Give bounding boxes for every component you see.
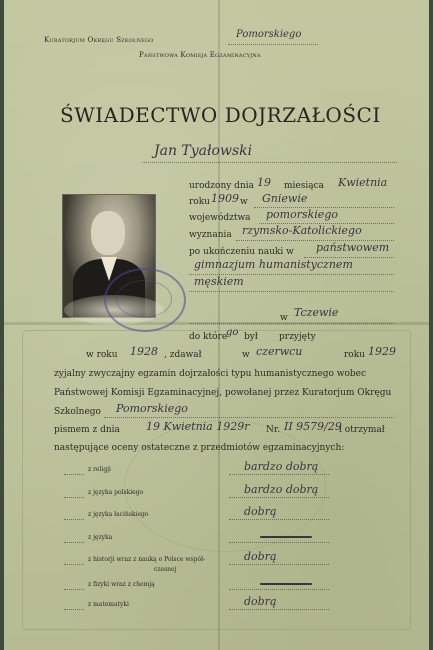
dotted-line xyxy=(229,609,329,610)
official-seal-inner xyxy=(116,280,172,318)
exam-year-label: roku xyxy=(344,350,365,360)
school-type-2: gimnazjum humanistycznem xyxy=(194,258,353,271)
grade-subject: z matematyki xyxy=(88,601,129,608)
grade-subject: z języka xyxy=(88,534,113,541)
after-label: po ukończeniu nauki w xyxy=(189,247,294,257)
exam-decision-date: 19 Kwietnia 1929r xyxy=(146,420,250,433)
grade-value: dobrą xyxy=(244,595,277,608)
birth-day: 19 xyxy=(257,176,271,189)
exam-month: czerwcu xyxy=(256,345,303,358)
commission-label: Państwowa Komisja Egzaminacyjna xyxy=(139,51,261,59)
dotted-line xyxy=(229,519,329,520)
exam-year-fragment: w roku xyxy=(86,350,118,360)
school-type-3: męskiem xyxy=(194,275,244,288)
grade-subject: z historji wraz z nauką o Polsce współ- xyxy=(88,556,206,563)
exam-line-3: Państwowej Komisji Egzaminacyjnej, powołanej przez Kuratorjum Okręgu xyxy=(54,388,392,398)
document-title: ŚWIADECTWO DOJRZAŁOŚCI xyxy=(60,103,381,127)
dotted-line xyxy=(229,474,329,475)
exam-line-2: zyjalny zwyczajny egzamin dojrzałości typu humanistycznego wobec xyxy=(54,369,366,379)
month-label: miesiąca xyxy=(284,181,325,191)
admitted-label-3: przyjęty xyxy=(279,332,316,342)
birth-year: 1909 xyxy=(211,192,239,205)
grade-value: dobrą xyxy=(244,505,277,518)
place-prefix: w xyxy=(240,197,248,207)
grade-subject-cont: czesnej xyxy=(154,566,177,573)
dotted-line xyxy=(229,589,329,590)
empty-grade-dash xyxy=(260,536,312,538)
dotted-line xyxy=(189,291,394,292)
dotted-line xyxy=(142,162,397,163)
grade-subject: z fizyki wraz z chemją xyxy=(88,581,155,588)
born-label: urodzony dnia xyxy=(189,181,254,191)
exam-nr: II 9579/29 xyxy=(284,420,342,433)
dotted-line xyxy=(64,474,84,475)
school-place-prefix: w xyxy=(280,313,288,323)
grade-subject: z języka łacińskiego xyxy=(88,511,149,518)
dotted-line xyxy=(64,564,84,565)
province-label: województwa xyxy=(189,213,251,223)
religion-label: wyznania xyxy=(189,230,232,240)
exam-line-6: następujące oceny ostateczne z przedmiotów egzaminacyjnych: xyxy=(54,443,345,453)
empty-grade-dash xyxy=(260,583,312,585)
dotted-line xyxy=(64,542,84,543)
dotted-line xyxy=(229,564,329,565)
exam-line-5-prefix: pismem z dnia xyxy=(54,425,120,435)
grade-subject: z religji xyxy=(88,466,111,473)
certificate-document xyxy=(4,0,429,650)
exam-line-4-prefix: Szkolnego xyxy=(54,407,101,417)
dotted-line xyxy=(229,497,329,498)
grade-subject: z języka polskiego xyxy=(88,489,144,496)
school-place: Tczewie xyxy=(294,306,339,319)
exam-line-4-hand: Pomorskiego xyxy=(116,402,188,415)
religion-value: rzymsko-Katolickiego xyxy=(242,224,362,237)
dotted-line xyxy=(64,589,84,590)
birth-month: Kwietnia xyxy=(338,176,388,189)
exam-line-5-suffix: i otrzymał xyxy=(339,425,385,435)
exam-year-fragment-hand: 1928 xyxy=(130,345,158,358)
photo-face xyxy=(91,211,125,255)
curatorium-region: Pomorskiego xyxy=(236,29,302,40)
admitted-hand: go xyxy=(226,327,239,338)
school-type-1: państwowem xyxy=(316,241,390,254)
curatorium-label: Kuratorjum Okręgu Szkolnego xyxy=(44,36,154,44)
dotted-line xyxy=(64,497,84,498)
exam-nr-label: Nr. xyxy=(266,425,281,435)
grade-value: bardzo dobrą xyxy=(244,460,319,473)
grade-value: dobrą xyxy=(244,550,277,563)
passed-label: , zdawał xyxy=(164,350,202,360)
holder-name: Jan Tyałowski xyxy=(154,143,253,159)
birth-place: Gniewie xyxy=(262,192,308,205)
passed-prefix: w xyxy=(242,350,250,360)
dotted-line xyxy=(64,609,84,610)
dotted-line xyxy=(189,323,394,324)
dotted-line xyxy=(228,44,318,45)
grade-value: bardzo dobrą xyxy=(244,483,319,496)
dotted-line xyxy=(229,542,329,543)
dotted-line xyxy=(64,519,84,520)
dotted-line xyxy=(104,417,394,418)
year-label: roku xyxy=(189,197,210,207)
admitted-label-2: był xyxy=(244,332,258,342)
birth-province: pomorskiego xyxy=(266,208,338,221)
exam-year: 1929 xyxy=(368,345,396,358)
admitted-label-1: do które xyxy=(189,332,228,342)
